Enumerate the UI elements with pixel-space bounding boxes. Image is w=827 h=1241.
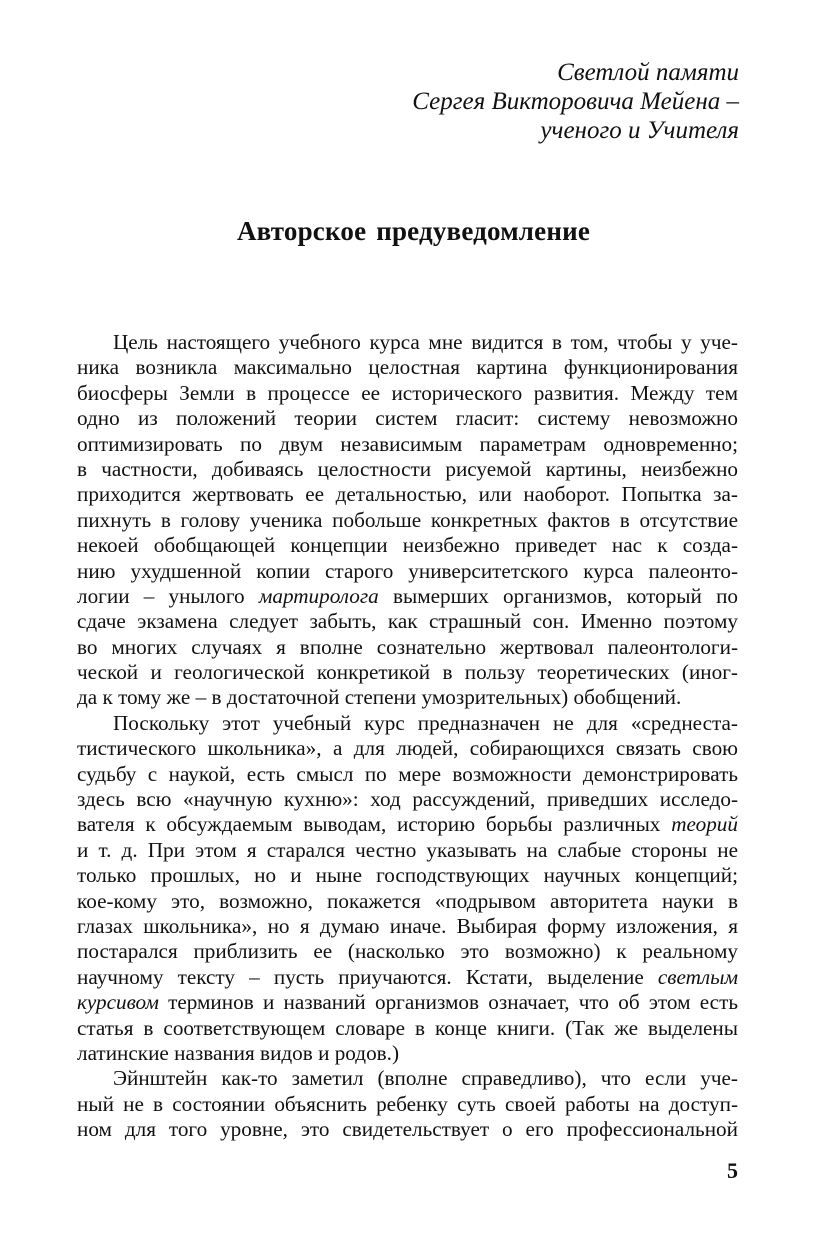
dedication-line: Сергея Викторовича Мейена –: [412, 88, 739, 115]
text-line: одно из положений теории систем гласит: систему невозможно: [77, 406, 738, 431]
page-number: 5: [727, 1158, 738, 1183]
text-line: здесь всю «научную кухню»: ход рассуждений, приведших исследо-: [77, 787, 738, 812]
italic-term: курсивом: [77, 990, 159, 1015]
text-line: судьбу с наукой, есть смысл по мере возможности демонстрировать: [77, 761, 738, 786]
text-line: ный не в состоянии объяснить ребенку суть своей работы на доступ-: [77, 1091, 738, 1116]
text-run: терминов и названий организмов означает, что об этом есть: [158, 990, 738, 1015]
dedication-line: ученого и Учителя: [540, 117, 739, 144]
dedication: [412, 58, 739, 145]
text-line: кое-кому это, возможно, покажется «подрывом авторитета науки в: [77, 888, 738, 913]
text-line: глазах школьника», но я думаю иначе. Выбирая форму изложения, я: [77, 913, 738, 938]
text-line: сдаче экзамена следует забыть, как страшный сон. Именно поэтому: [77, 609, 738, 634]
text-line: приходится жертвовать ее детальностью, или наоборот. Попытка за-: [77, 482, 738, 507]
text-run: логии – унылого: [77, 583, 259, 608]
text-line: [77, 965, 738, 990]
dedication-line: Светлой памяти: [557, 59, 739, 86]
paragraph-2: [77, 711, 738, 1066]
text-line: ческой и геологической конкретикой в пользу теоретических (иног-: [77, 660, 738, 685]
text-line: и т. д. При этом я старался честно указывать на слабые стороны не: [77, 837, 738, 862]
text-line: латинские названия видов и родов.): [77, 1040, 400, 1065]
italic-term: мартиролога: [258, 583, 379, 608]
text-line: некоей обобщающей концепции неизбежно приведет нас к созда-: [77, 533, 738, 558]
text-line: тистического школьника», а для людей, собирающихся связать свою: [77, 736, 738, 761]
text-line: во многих случаях я вполне сознательно жертвовал палеонтологи-: [77, 634, 738, 659]
text-line: ном для того уровне, это свидетельствует о его профессиональной: [77, 1117, 738, 1142]
italic-term: светлым: [657, 964, 738, 989]
paragraph-1: [77, 330, 738, 711]
text-line: [77, 812, 738, 837]
text-line: пихнуть в голову ученика побольше конкретных фактов в отсутствие: [77, 507, 738, 532]
text-line: да к тому же – в достаточной степени умозрительных) обобщений.: [77, 685, 682, 710]
text-line: постарался приблизить ее (насколько это возможно) к реальному: [77, 939, 738, 964]
body-text: [77, 330, 738, 1143]
text-line: биосферы Земли в процессе ее исторического развития. Между тем: [77, 380, 738, 405]
text-line: Эйнштейн как-то заметил (вполне справедливо), что если уче-: [113, 1066, 738, 1091]
text-run: вымерших организмов, который по: [378, 583, 738, 608]
text-line: статья в соответствующем словаре в конце книги. (Так же выделены: [77, 1015, 738, 1040]
text-line: только прошлых, но и ныне господствующих научных концепций;: [77, 863, 738, 888]
paragraph-3: [77, 1066, 738, 1142]
chapter-title: Авторское предуведомление: [236, 216, 591, 246]
text-line: Поскольку этот учебный курс предназначен не для «среднеста-: [113, 710, 738, 735]
text-line: ника возникла максимально целостная картина функционирования: [77, 355, 738, 380]
text-line: Цель настоящего учебного курса мне видится в том, чтобы у уче-: [113, 330, 738, 354]
text-line: [77, 584, 738, 609]
text-run: научному тексту – пусть приучаются. Кстати, выделение: [77, 964, 658, 989]
text-run: вателя к обсуждаемым выводам, историю борьбы различных: [77, 812, 672, 837]
text-line: нию ухудшенной копии старого университетского курса палеонто-: [77, 558, 738, 583]
italic-term: теорий: [671, 812, 738, 837]
text-line: [77, 990, 738, 1015]
text-line: в частности, добиваясь целостности рисуемой картины, неизбежно: [77, 456, 738, 481]
text-line: оптимизировать по двум независимым параметрам одновременно;: [77, 431, 738, 456]
